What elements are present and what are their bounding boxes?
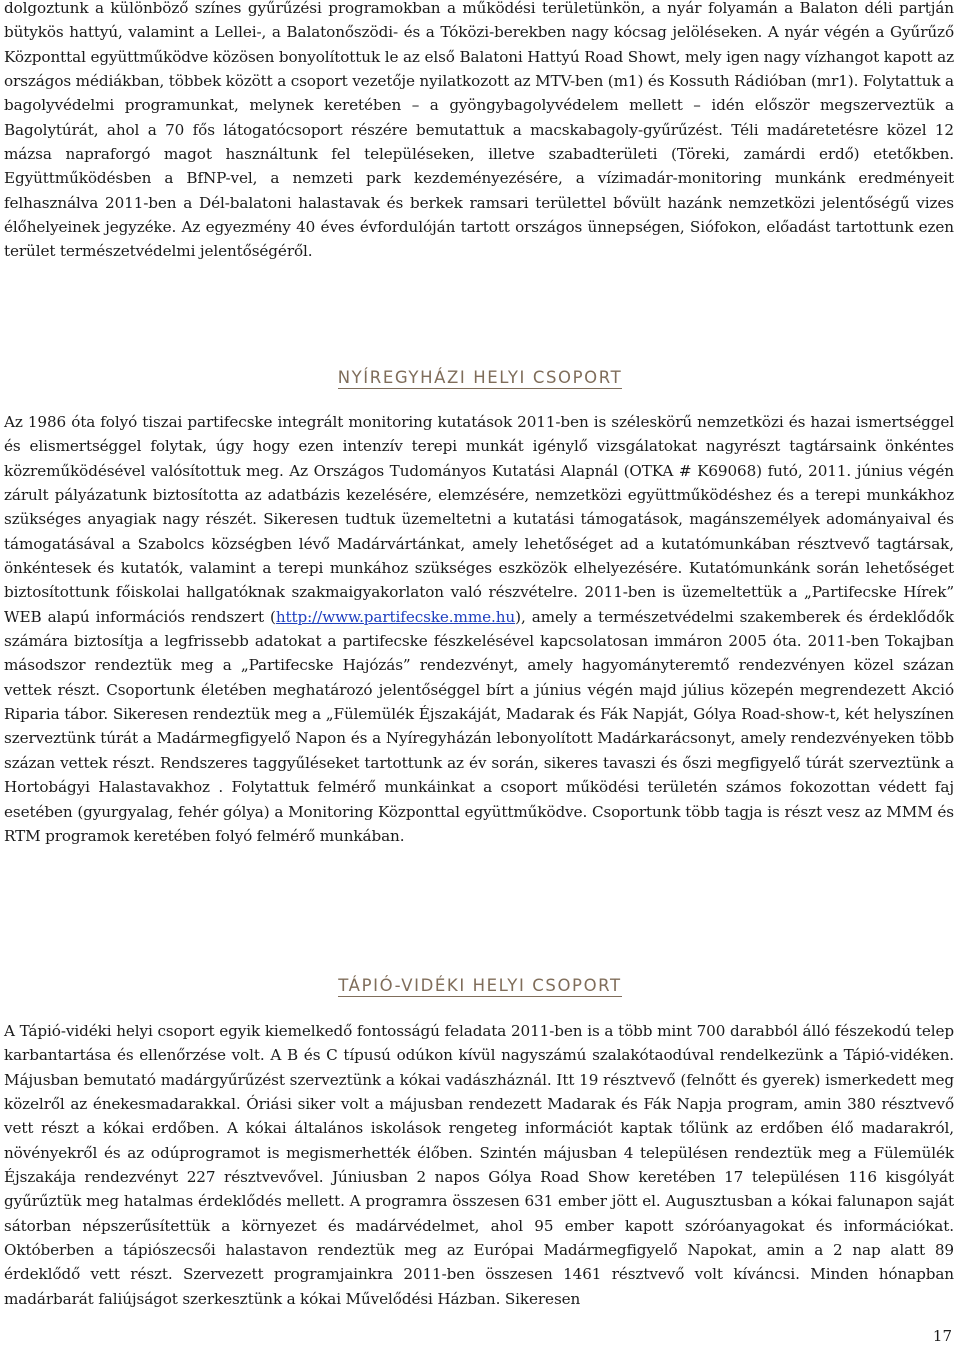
- paragraph-balaton-activities: dolgoztunk a különböző színes gyűrűzési programokban a működési területünkön, a nyár folyamán a Balaton déli partján bütykös hattyú, valamint a Lellei-, a Balatonőszödi- és a Tóközi-berekben nagy kócsag jelöléseken. A nyár végén a Gyűrűző Központtal együttműködve közösen bonyolítottuk le az első Balatoni Hattyú Road Showt, mely igen nagy vízhangot kapott az országos médiákban, többek között a csoport vezetője nyilatkozott az MTV-ben (m1) és Kossuth Rádióban (mr1). Folytattuk a bagolyvédelmi programunkat, melynek keretében – a gyöngybagolyvédelem mellett – idén először megszerveztük a Bagolytúrát, ahol a 70 fős látogatócsoport részére bemutattuk a macskabagoly-gyűrűzést. Téli madáretetésre közel 12 mázsa napraforgó magot használtunk fel településeken, illetve szabadterületi (Töreki, zamárdi erdő) etetőkben. Együttműködésben a BfNP-vel, a nemzeti park kezdeményezésére, a vízimadár-monitoring munkánk eredményeit felhasználva 2011-ben a Dél-balatoni halastavak és berkek ramsari területtel bővült hazánk nemzetközi jelentőségű vizes élőhelyeinek jegyzéke. Az egyezmény 40 éves évfordulóján tartott országos ünnepségen, Siófokon, előadást tartottunk ezen terület természetvédelmi jelentőségéről.: [4, 0, 954, 261]
- heading-nyiregyhazi-group: [0, 368, 960, 387]
- partifecske-website-link[interactable]: http://www.partifecske.mme.hu: [275, 607, 516, 626]
- heading-tapio-videki-text: TÁPIÓ-VIDÉKI HELYI CSOPORT: [338, 976, 622, 995]
- page-number: 17: [932, 1327, 952, 1345]
- heading-nyiregyhazi-text: NYÍREGYHÁZI HELYI CSOPORT: [337, 368, 623, 387]
- paragraph-nyiregyhazi: [4, 410, 954, 848]
- paragraph-tapio-videki: A Tápió-vidéki helyi csoport egyik kiemelkedő fontosságú feladata 2011-ben is a több mint 700 darabból álló fészekodú telep karbantartása és ellenőrzése volt. A B és C típusú odúkon kívül nagyszámú szalakótaodúval rendelkezünk a Tápió-vidéken. Májusban bemutató madárgyűrűzést szerveztünk a kókai vadászháznál. Itt 19 résztvevő (felnőtt és gyerek) ismerkedett meg közelről az énekesmadarakkal. Óriási siker volt a májusban rendezett Madarak és Fák Napja program, amin 380 résztvevő vett részt a kókai erdőben. A kókai általános iskolások rengeteg információt kaptak tőlünk az erdőben élő madarakról, növényekről és az odúprogramot is megismerhették élőben. Szintén májusban 4 településen rendeztük meg a Fülemülék Éjszakája rendezvényt 227 résztvevővel. Júniusban 2 napos Gólya Road Show keretében 17 településen 116 kisgólyát gyűrűztük meg hatalmas érdeklődés mellett. A programra összesen 631 ember jött el. Augusztusban a kókai falunapon saját sátorban népszerűsítettük a környezet és madárvédelmet, ahol 95 ember kapott szóróanyagokat és információkat. Októberben a tápiószecsői halastavon rendeztük meg az Európai Madármegfigyelő Napokat, amin a 2 nap alatt 89 érdeklődő vett részt. Szervezett programjainkra 2011-ben összesen 1461 résztvevő volt kíváncsi. Minden hónapban madárbarát faliújságot szerkesztünk a kókai Művelődési Házban. Sikeresen: [4, 1022, 954, 1308]
- paragraph-nyiregyhazi-part2: ), amely a természetvédelmi szakemberek és érdeklődők számára biztosítja a legfrissebb adatokat a partifecske fészkelésével kapcsolatosan immáron 2005 óta. 2011-ben Tokajban másodszor rendeztük meg a „Partifecske Hajózás” rendezvényt, amely hagyományteremtő rendezvényen közel százan vettek részt. Csoportunk életében meghatározó jelentőséggel bírt a június végén majd július közepén megrendezett Akció Riparia tábor. Sikeresen rendeztük meg a „Fülemülék Éjszakáját, Madarak és Fák Napját, Gólya Road-show-t, két helyszínen szerveztünk túrát a Madármegfigyelő Napon és a Nyíregyházán lebonyolított Madárkarácsonyt, amely rendezvényeken több százan vettek részt. Rendszeres taggyűléseket tartottunk az év során, sikeres tavaszi és őszi megfigyelő túrát szerveztünk a Hortobágyi Halastavakhoz . Folytattuk felmérő munkáinkat a csoport működési területén számos fokozottan védett faj esetében (gyurgyalag, fehér gólya) a Monitoring Központtal együttműködve. Csoportunk több tagja is részt vesz az MMM és RTM programok keretében folyó felmérő munkában.: [4, 607, 954, 845]
- paragraph-nyiregyhazi-part1: Az 1986 óta folyó tiszai partifecske integrált monitoring kutatások 2011-ben is széleskörű nemzetközi és hazai ismertséggel és elismertséggel folytak, úgy hogy ezen intenzív terepi munkát igénylő vizsgálatokat nagyrészt tagtársaink önkéntes közreműködésével valósítottuk meg. Az Országos Tudományos Kutatási Alapnál (OTKA # K69068) futó, 2011. június végén zárult pályázatunk biztosította az adatbázis kezelésére, elemzésére, nemzetközi együttműködéshez és a terepi munkákhoz szükséges anyagiak nagy részét. Sikeresen tudtuk üzemeltetni a kutatási támogatások, magánszemélyek adományaival és támogatásával a Szabolcs községben lévő Madárvártánkat, amely lehetőséget ad a kutatómunkában résztvevő tagtársak, önkéntesek és kutatók, valamint a terepi munkához szükséges eszközök elhelyezésére. Kutatómunkánk során lehetőséget biztosítottunk főiskolai hallgatóknak szakmaigyakorlaton való részvételre. 2011-ben is üzemeltettük a „Partifecske Hírek” WEB alapú információs rendszert (: [4, 413, 954, 626]
- heading-tapio-videki-group: [0, 976, 960, 995]
